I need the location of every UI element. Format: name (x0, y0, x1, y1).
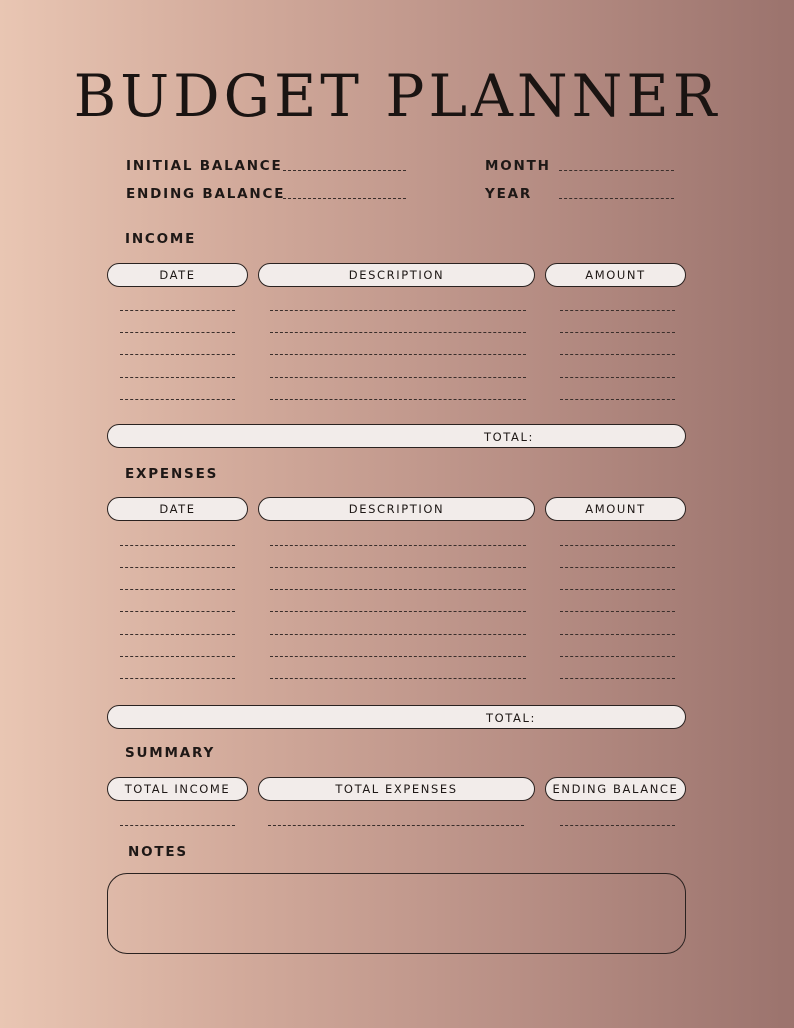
expenses-row-amount-field[interactable] (560, 545, 675, 546)
income-row-description-field[interactable] (270, 332, 526, 333)
income-row-amount-field[interactable] (560, 332, 675, 333)
year-label: YEAR (485, 186, 533, 202)
income-row-amount-field[interactable] (560, 310, 675, 311)
summary-heading: SUMMARY (125, 745, 216, 761)
month-field[interactable] (559, 170, 674, 171)
expenses-row-amount-field[interactable] (560, 656, 675, 657)
income-row-description-field[interactable] (270, 310, 526, 311)
ending-balance-label: ENDING BALANCE (126, 186, 286, 202)
expenses-date-header: DATE (107, 497, 248, 521)
expenses-total-bar[interactable] (107, 705, 686, 729)
income-row-description-field[interactable] (270, 399, 526, 400)
summary-total-income-header: TOTAL INCOME (107, 777, 248, 801)
expenses-row-amount-field[interactable] (560, 611, 675, 612)
income-date-header: DATE (107, 263, 248, 287)
income-row-date-field[interactable] (120, 332, 235, 333)
expenses-row-amount-field[interactable] (560, 589, 675, 590)
income-total-bar[interactable] (107, 424, 686, 448)
income-row-date-field[interactable] (120, 310, 235, 311)
summary-total-expenses-header: TOTAL EXPENSES (258, 777, 535, 801)
expenses-row-description-field[interactable] (270, 656, 526, 657)
initial-balance-field[interactable] (283, 170, 406, 171)
expenses-total-label: TOTAL: (486, 711, 536, 725)
income-amount-header: AMOUNT (545, 263, 686, 287)
income-description-header: DESCRIPTION (258, 263, 535, 287)
notes-heading: NOTES (128, 844, 188, 860)
expenses-row-date-field[interactable] (120, 634, 235, 635)
month-label: MONTH (485, 158, 551, 174)
income-row-description-field[interactable] (270, 377, 526, 378)
income-row-amount-field[interactable] (560, 354, 675, 355)
page-title: BUDGET PLANNER (73, 62, 721, 130)
summary-ending-balance-field[interactable] (560, 825, 675, 826)
notes-box[interactable] (107, 873, 686, 954)
expenses-row-date-field[interactable] (120, 589, 235, 590)
income-row-amount-field[interactable] (560, 377, 675, 378)
expenses-row-description-field[interactable] (270, 678, 526, 679)
expenses-row-description-field[interactable] (270, 634, 526, 635)
expenses-row-description-field[interactable] (270, 545, 526, 546)
income-heading: INCOME (125, 231, 197, 247)
expenses-row-description-field[interactable] (270, 589, 526, 590)
expenses-row-description-field[interactable] (270, 567, 526, 568)
initial-balance-label: INITIAL BALANCE (126, 158, 283, 174)
expenses-row-amount-field[interactable] (560, 678, 675, 679)
expenses-row-date-field[interactable] (120, 611, 235, 612)
expenses-description-header: DESCRIPTION (258, 497, 535, 521)
income-row-date-field[interactable] (120, 354, 235, 355)
expenses-row-date-field[interactable] (120, 656, 235, 657)
income-total-label: TOTAL: (484, 430, 534, 444)
expenses-amount-header: AMOUNT (545, 497, 686, 521)
expenses-heading: EXPENSES (125, 466, 219, 482)
summary-total-expenses-field[interactable] (268, 825, 524, 826)
income-row-date-field[interactable] (120, 377, 235, 378)
income-row-amount-field[interactable] (560, 399, 675, 400)
summary-ending-balance-header: ENDING BALANCE (545, 777, 686, 801)
expenses-row-description-field[interactable] (270, 611, 526, 612)
expenses-row-date-field[interactable] (120, 545, 235, 546)
income-row-date-field[interactable] (120, 399, 235, 400)
expenses-row-date-field[interactable] (120, 678, 235, 679)
year-field[interactable] (559, 198, 674, 199)
income-row-description-field[interactable] (270, 354, 526, 355)
expenses-row-date-field[interactable] (120, 567, 235, 568)
ending-balance-field[interactable] (283, 198, 406, 199)
expenses-row-amount-field[interactable] (560, 567, 675, 568)
expenses-row-amount-field[interactable] (560, 634, 675, 635)
summary-total-income-field[interactable] (120, 825, 235, 826)
